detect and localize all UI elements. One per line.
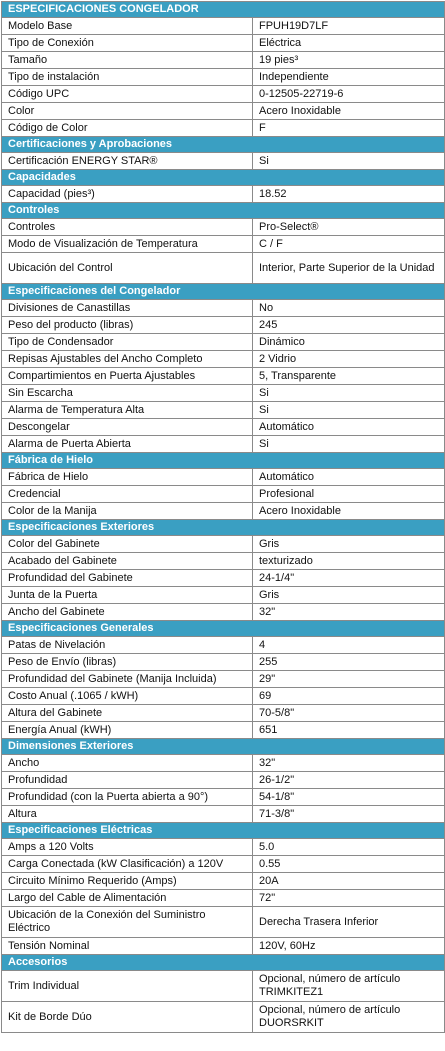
spec-label: Modo de Visualización de Temperatura [2,236,253,253]
spec-label: Amps a 120 Volts [2,839,253,856]
spec-label: Tensión Nominal [2,938,253,955]
spec-row [2,236,445,253]
spec-value: 24-1/4" [253,570,445,587]
spec-row [2,317,445,334]
spec-row [2,907,445,938]
spec-label: Credencial [2,486,253,503]
spec-label: Altura del Gabinete [2,705,253,722]
spec-row [2,856,445,873]
spec-value: Opcional, número de artículo DUORSRKIT [253,1002,445,1033]
spec-value: 255 [253,654,445,671]
spec-row [2,253,445,284]
spec-row [2,938,445,955]
spec-row [2,186,445,203]
spec-row [2,806,445,823]
spec-label: Profundidad del Gabinete [2,570,253,587]
spec-row [2,654,445,671]
spec-label: Certificación ENERGY STAR® [2,153,253,170]
section-title: ESPECIFICACIONES CONGELADOR [2,2,445,18]
spec-label: Acabado del Gabinete [2,553,253,570]
spec-row [2,351,445,368]
section-title: Especificaciones del Congelador [2,284,445,300]
spec-value: FPUH19D7LF [253,18,445,35]
section-header [2,170,445,186]
spec-row [2,637,445,654]
freezer-spec-table [1,1,445,1033]
spec-row [2,153,445,170]
spec-row [2,419,445,436]
section-title: Capacidades [2,170,445,186]
spec-row [2,671,445,688]
spec-label: Descongelar [2,419,253,436]
spec-label: Código de Color [2,120,253,137]
spec-label: Repisas Ajustables del Ancho Completo [2,351,253,368]
spec-value: 32" [253,755,445,772]
spec-value: 72" [253,890,445,907]
spec-value: 70-5/8" [253,705,445,722]
spec-row [2,368,445,385]
spec-value: 20A [253,873,445,890]
section-header [2,823,445,839]
spec-label: Alarma de Temperatura Alta [2,402,253,419]
spec-value: 18.52 [253,186,445,203]
spec-label: Color de la Manija [2,503,253,520]
spec-value: Acero Inoxidable [253,103,445,120]
spec-value: texturizado [253,553,445,570]
spec-row [2,436,445,453]
spec-label: Profundidad del Gabinete (Manija Incluida) [2,671,253,688]
spec-row [2,839,445,856]
spec-row [2,722,445,739]
spec-value: 0-12505-22719-6 [253,86,445,103]
spec-label: Color del Gabinete [2,536,253,553]
spec-row [2,789,445,806]
section-header [2,137,445,153]
section-header [2,739,445,755]
spec-value: C / F [253,236,445,253]
section-header [2,203,445,219]
spec-value: 54-1/8" [253,789,445,806]
spec-value: Si [253,153,445,170]
section-header [2,955,445,971]
spec-value: Acero Inoxidable [253,503,445,520]
spec-label: Color [2,103,253,120]
spec-label: Tipo de Condensador [2,334,253,351]
spec-label: Capacidad (pies³) [2,186,253,203]
section-title: Dimensiones Exteriores [2,739,445,755]
spec-row [2,971,445,1002]
spec-row [2,86,445,103]
spec-row [2,536,445,553]
spec-value: Independiente [253,69,445,86]
spec-row [2,69,445,86]
spec-label: Ubicación de la Conexión del Suministro Eléctrico [2,907,253,938]
spec-row [2,18,445,35]
section-title: Especificaciones Exteriores [2,520,445,536]
spec-row [2,772,445,789]
spec-label: Ubicación del Control [2,253,253,284]
spec-row [2,873,445,890]
spec-value: Si [253,385,445,402]
section-title: Especificaciones Generales [2,621,445,637]
spec-value: 26-1/2" [253,772,445,789]
section-header [2,621,445,637]
spec-row [2,486,445,503]
spec-label: Tamaño [2,52,253,69]
spec-label: Junta de la Puerta [2,587,253,604]
spec-label: Modelo Base [2,18,253,35]
section-header [2,453,445,469]
spec-label: Trim Individual [2,971,253,1002]
section-header [2,520,445,536]
spec-row [2,103,445,120]
spec-value: 19 pies³ [253,52,445,69]
spec-value: Profesional [253,486,445,503]
spec-row [2,120,445,137]
spec-row [2,300,445,317]
spec-value: 0.55 [253,856,445,873]
spec-label: Carga Conectada (kW Clasificación) a 120V [2,856,253,873]
spec-row [2,570,445,587]
spec-value: Si [253,436,445,453]
spec-value: Eléctrica [253,35,445,52]
spec-label: Profundidad (con la Puerta abierta a 90°) [2,789,253,806]
spec-label: Fábrica de Hielo [2,469,253,486]
spec-value: 5, Transparente [253,368,445,385]
spec-value: Opcional, número de artículo TRIMKITEZ1 [253,971,445,1002]
spec-label: Kit de Borde Dúo [2,1002,253,1033]
spec-label: Código UPC [2,86,253,103]
spec-value: 245 [253,317,445,334]
spec-row [2,604,445,621]
spec-label: Compartimientos en Puerta Ajustables [2,368,253,385]
spec-row [2,52,445,69]
spec-value: 69 [253,688,445,705]
spec-label: Altura [2,806,253,823]
spec-row [2,553,445,570]
spec-label: Alarma de Puerta Abierta [2,436,253,453]
spec-value: 71-3/8" [253,806,445,823]
spec-label: Largo del Cable de Alimentación [2,890,253,907]
spec-value: Gris [253,587,445,604]
spec-row [2,35,445,52]
spec-label: Peso del producto (libras) [2,317,253,334]
spec-value: Automático [253,469,445,486]
section-title: Certificaciones y Aprobaciones [2,137,445,153]
spec-value: Derecha Trasera Inferior [253,907,445,938]
spec-value: No [253,300,445,317]
spec-row [2,587,445,604]
spec-value: 651 [253,722,445,739]
spec-value: 5.0 [253,839,445,856]
spec-value: Interior, Parte Superior de la Unidad [253,253,445,284]
spec-label: Divisiones de Canastillas [2,300,253,317]
section-title: Especificaciones Eléctricas [2,823,445,839]
spec-value: Automático [253,419,445,436]
spec-row [2,385,445,402]
section-title: Accesorios [2,955,445,971]
section-header [2,2,445,18]
spec-value: 120V, 60Hz [253,938,445,955]
spec-row [2,503,445,520]
spec-value: 4 [253,637,445,654]
section-header [2,284,445,300]
spec-label: Patas de Nivelación [2,637,253,654]
spec-label: Ancho [2,755,253,772]
spec-value: Dinámico [253,334,445,351]
spec-row [2,688,445,705]
spec-row [2,219,445,236]
spec-label: Tipo de Conexión [2,35,253,52]
spec-label: Energía Anual (kWH) [2,722,253,739]
spec-value: Gris [253,536,445,553]
spec-value: 29" [253,671,445,688]
spec-row [2,705,445,722]
spec-label: Sin Escarcha [2,385,253,402]
spec-value: 32" [253,604,445,621]
spec-value: 2 Vidrio [253,351,445,368]
spec-value: F [253,120,445,137]
spec-row [2,755,445,772]
section-title: Controles [2,203,445,219]
section-title: Fábrica de Hielo [2,453,445,469]
spec-label: Profundidad [2,772,253,789]
spec-row [2,1002,445,1033]
spec-value: Si [253,402,445,419]
spec-label: Tipo de instalación [2,69,253,86]
spec-row [2,334,445,351]
spec-row [2,890,445,907]
spec-row [2,469,445,486]
spec-row [2,402,445,419]
spec-value: Pro-Select® [253,219,445,236]
spec-label: Peso de Envío (libras) [2,654,253,671]
spec-label: Costo Anual (.1065 / kWH) [2,688,253,705]
spec-label: Ancho del Gabinete [2,604,253,621]
spec-label: Circuito Mínimo Requerido (Amps) [2,873,253,890]
spec-label: Controles [2,219,253,236]
